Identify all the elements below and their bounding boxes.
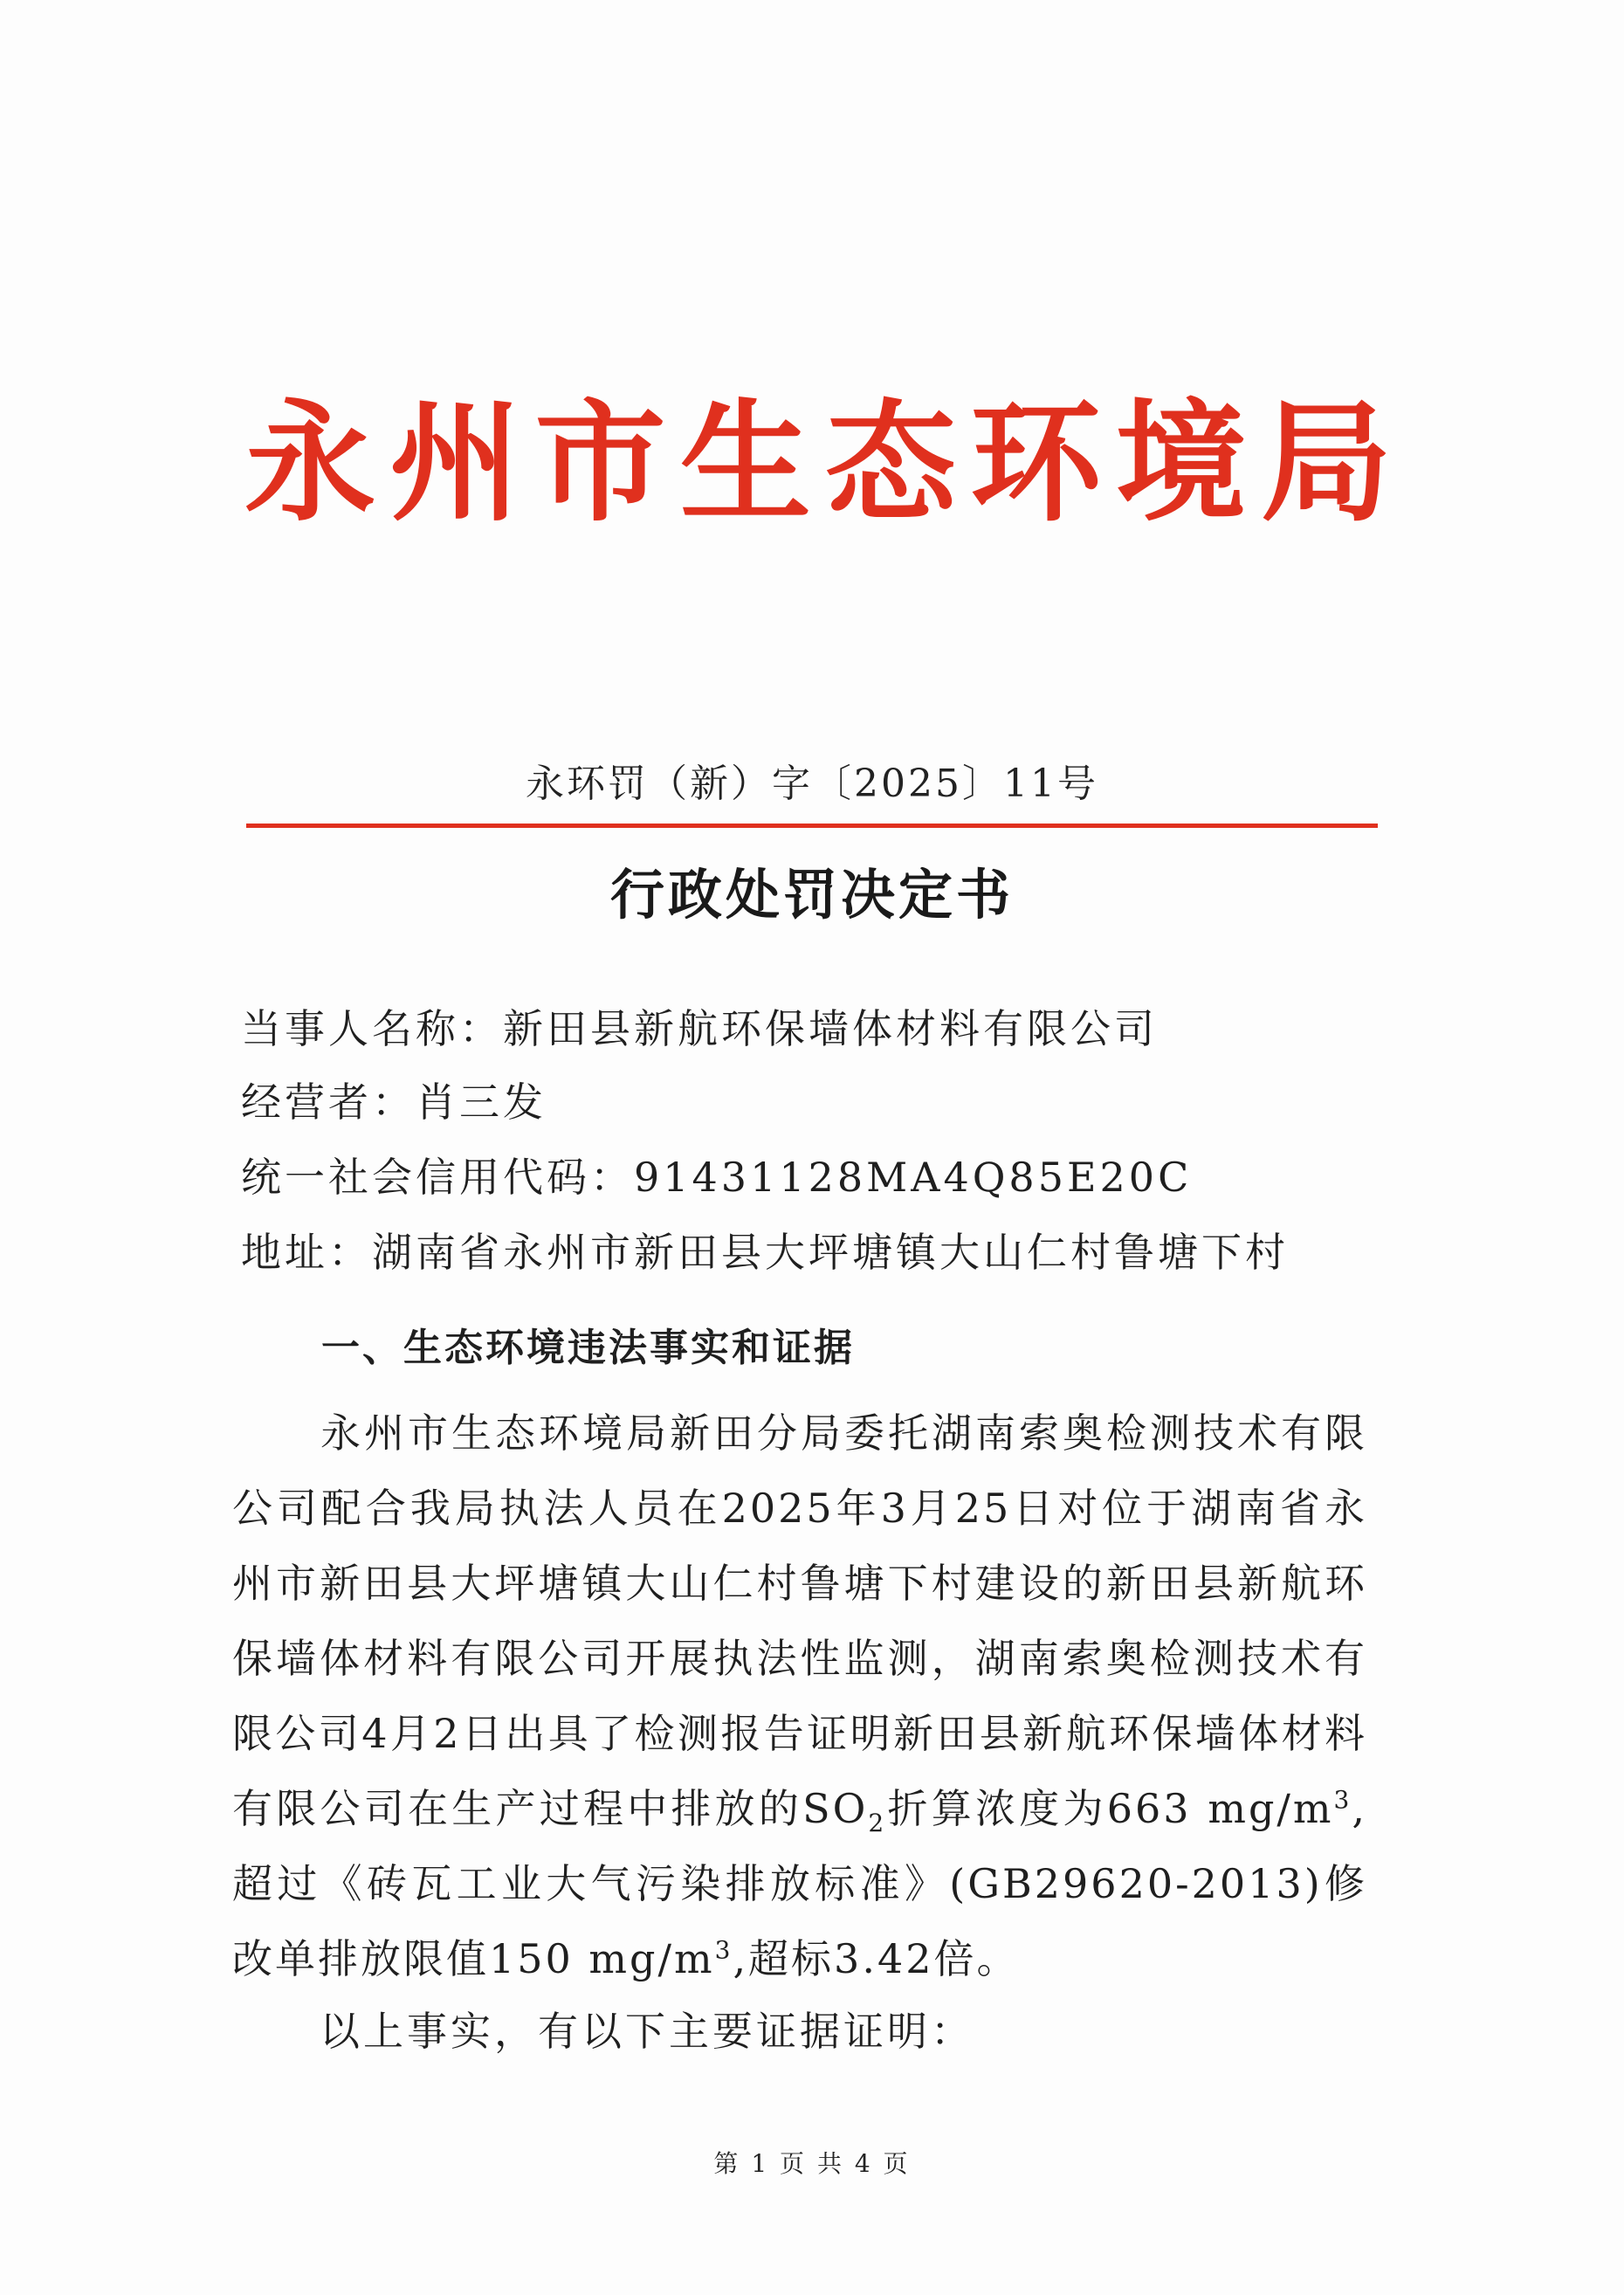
credit-code-label: 统一社会信用代码： xyxy=(241,1154,634,1201)
document-title: 行政处罚决定书 xyxy=(609,863,1014,927)
address-line xyxy=(241,1226,1289,1278)
document-number: 永环罚（新）字〔2025〕11号 xyxy=(526,762,1098,806)
facts-text-part3: ,超过《砖瓦工业大气污染排放标准》(GB29620-2013)修改单排放限值150 mg/m xyxy=(232,1785,1367,1982)
operator-line xyxy=(241,1076,547,1128)
page-footer: 第 1 页 共 4 页 xyxy=(713,2149,911,2178)
operator-value: 肖三发 xyxy=(416,1079,547,1126)
facts-text-part1: 永州市生态环境局新田分局委托湖南索奥检测技术有限公司配合我局执法人员在2025年3月25日对位于湖南省永州市新田县大坪塘镇大山仁村鲁塘下村建设的新田县新航环保墙体材料有限公司开展执法性监测，湖南索奥检测技术有限公司4月2日出具了检测报告证明新田县新航环保墙体材料有限公司在生产过程中排放的SO xyxy=(232,1409,1367,1832)
agency-header: 永州市生态环境局 xyxy=(244,386,1397,540)
party-name-value: 新田县新航环保墙体材料有限公司 xyxy=(503,1005,1158,1052)
facts-text-part4: ,超标3.42倍。 xyxy=(733,1935,1020,1982)
credit-code-line xyxy=(241,1151,1192,1203)
unit-superscript: 3 xyxy=(1333,1785,1352,1815)
so2-subscript: 2 xyxy=(868,1809,887,1838)
party-name-label: 当事人名称： xyxy=(241,1005,503,1052)
unit-superscript-2: 3 xyxy=(714,1935,733,1965)
evidence-intro: 以上事实，有以下主要证据证明： xyxy=(320,2008,974,2055)
party-name-line xyxy=(241,1003,1158,1055)
red-divider-line xyxy=(246,824,1378,828)
section-heading-facts: 一、生态环境违法事实和证据 xyxy=(321,1326,855,1370)
facts-paragraph xyxy=(232,1396,1367,1996)
facts-text-part2: 折算浓度为663 mg/m xyxy=(886,1785,1334,1832)
address-label: 地址： xyxy=(241,1229,372,1276)
operator-label: 经营者： xyxy=(241,1079,416,1126)
credit-code-value: 91431128MA4Q85E20C xyxy=(634,1154,1193,1201)
address-value: 湖南省永州市新田县大坪塘镇大山仁村鲁塘下村 xyxy=(372,1229,1289,1276)
